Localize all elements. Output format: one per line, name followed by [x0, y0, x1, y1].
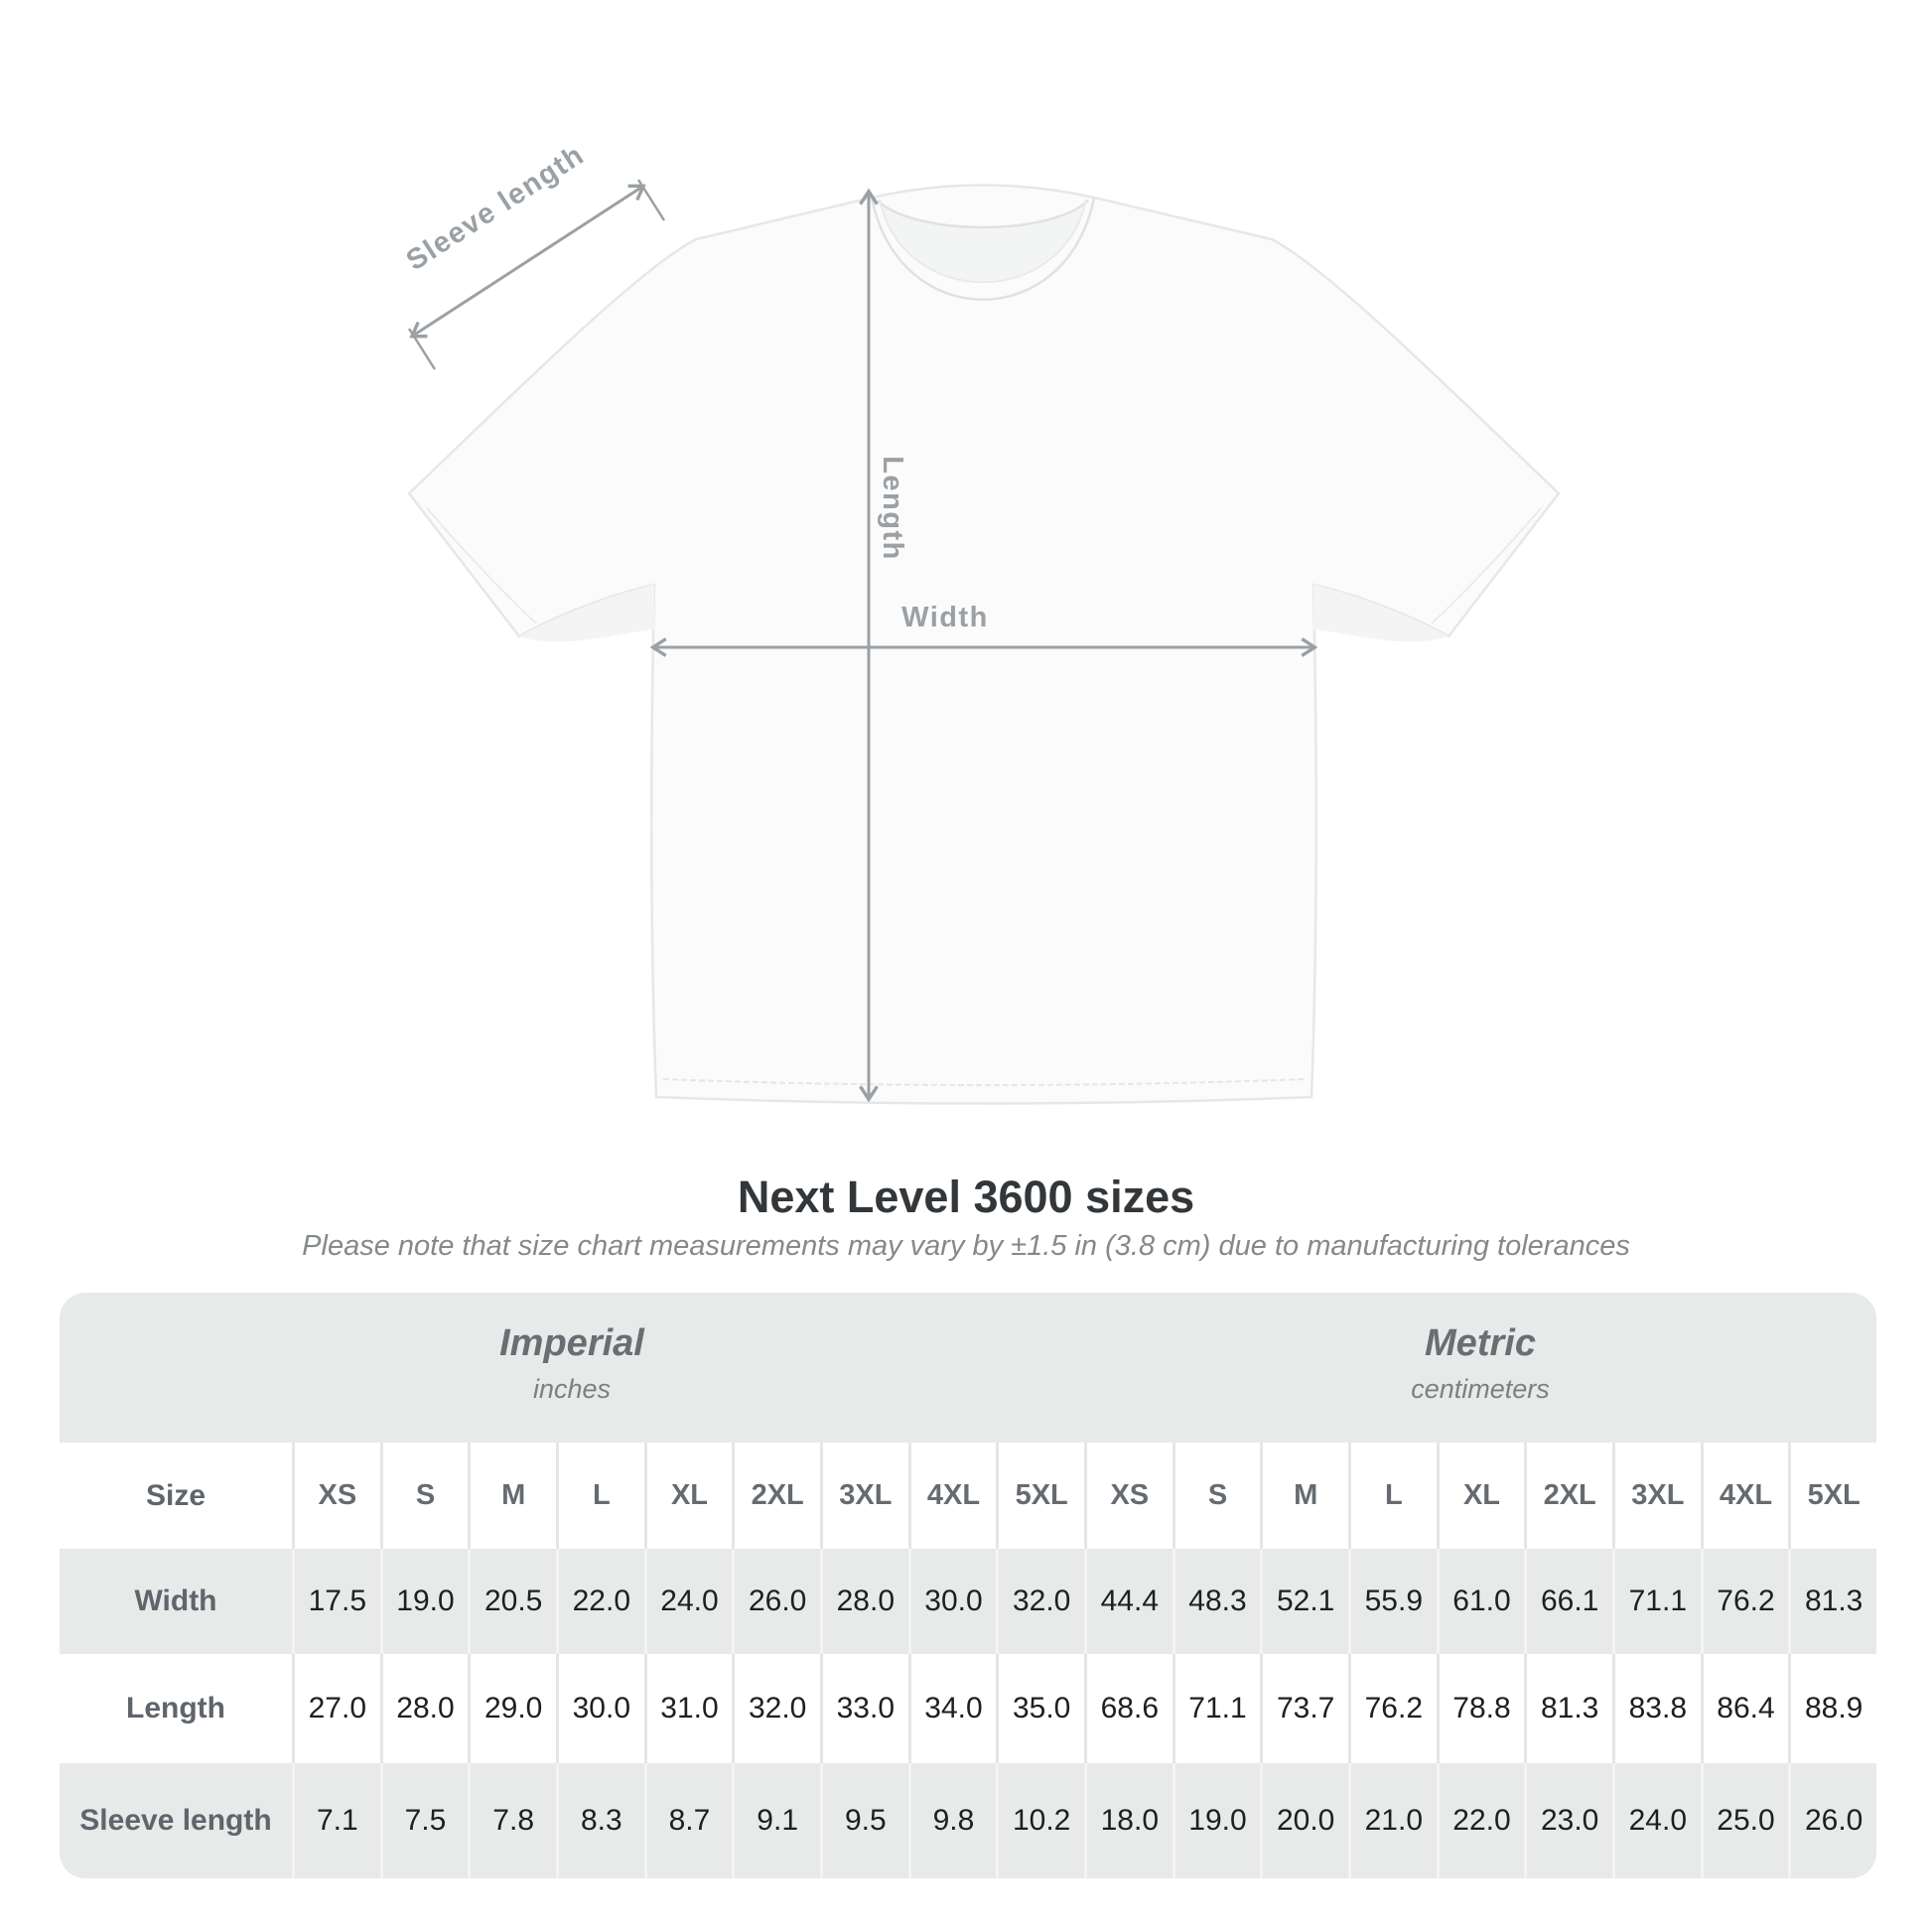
- sleeve-length-row: [60, 1763, 1876, 1878]
- table-cell: 29.0: [468, 1654, 556, 1763]
- size-col-header: S: [1173, 1443, 1261, 1549]
- table-cell: 78.8: [1437, 1654, 1525, 1763]
- table-cell: 24.0: [1612, 1763, 1701, 1878]
- table-cell: 66.1: [1524, 1549, 1612, 1654]
- table-cell: 21.0: [1348, 1763, 1437, 1878]
- table-cell: 71.1: [1173, 1654, 1261, 1763]
- size-col-header: XS: [292, 1443, 380, 1549]
- sleeve-length-label: Sleeve length: [400, 138, 591, 278]
- row-label: Width: [134, 1585, 217, 1617]
- sleeve-arrow-start-tick: [409, 329, 435, 369]
- imperial-group-header: [60, 1289, 1084, 1439]
- table-cell: 73.7: [1260, 1654, 1348, 1763]
- table-cell: 19.0: [380, 1549, 469, 1654]
- table-cell: 86.4: [1701, 1654, 1789, 1763]
- size-col-header: 3XL: [820, 1443, 908, 1549]
- table-cell: 68.6: [1084, 1654, 1173, 1763]
- table-cell: 9.5: [820, 1763, 908, 1878]
- table-cell: 25.0: [1701, 1763, 1789, 1878]
- metric-label: Metric: [1425, 1322, 1536, 1364]
- size-col-header: 2XL: [732, 1443, 820, 1549]
- size-col-header: S: [380, 1443, 469, 1549]
- unit-group-band: [60, 1293, 1876, 1443]
- tolerance-note: Please note that size chart measurements may vary by ±1.5 in (3.8 cm) due to manufacturing tolerances: [302, 1230, 1630, 1262]
- imperial-unit-label: inches: [532, 1374, 612, 1404]
- table-cell: 31.0: [644, 1654, 733, 1763]
- table-cell: 23.0: [1524, 1763, 1612, 1878]
- metric-unit-label: centimeters: [1411, 1374, 1550, 1404]
- table-cell: 9.8: [908, 1763, 997, 1878]
- table-cell: 19.0: [1173, 1763, 1261, 1878]
- table-cell: 28.0: [380, 1654, 469, 1763]
- table-cell: 32.0: [996, 1549, 1084, 1654]
- table-cell: 22.0: [1437, 1763, 1525, 1878]
- table-cell: 8.7: [644, 1763, 733, 1878]
- size-chart-table: [60, 1293, 1876, 1878]
- size-header-row: [60, 1443, 1876, 1549]
- table-cell: 76.2: [1348, 1654, 1437, 1763]
- length-row: [60, 1654, 1876, 1763]
- size-col-header: XL: [1437, 1443, 1525, 1549]
- table-cell: 52.1: [1260, 1549, 1348, 1654]
- table-cell: 48.3: [1173, 1549, 1261, 1654]
- size-col-header: L: [556, 1443, 644, 1549]
- table-cell: 24.0: [644, 1549, 733, 1654]
- table-cell: 30.0: [556, 1654, 644, 1763]
- table-cell: 55.9: [1348, 1549, 1437, 1654]
- table-cell: 81.3: [1524, 1654, 1612, 1763]
- table-cell: 30.0: [908, 1549, 997, 1654]
- size-col-header: 4XL: [908, 1443, 997, 1549]
- table-cell: 26.0: [732, 1549, 820, 1654]
- corner-cell: Size: [145, 1478, 207, 1512]
- table-cell: 22.0: [556, 1549, 644, 1654]
- table-cell: 81.3: [1788, 1549, 1876, 1654]
- table-cell: 76.2: [1701, 1549, 1789, 1654]
- table-cell: 9.1: [732, 1763, 820, 1878]
- table-cell: 32.0: [732, 1654, 820, 1763]
- table-cell: 20.0: [1260, 1763, 1348, 1878]
- table-cell: 71.1: [1612, 1549, 1701, 1654]
- size-col-header: M: [468, 1443, 556, 1549]
- imperial-label: Imperial: [499, 1322, 644, 1364]
- table-cell: 35.0: [996, 1654, 1084, 1763]
- table-cell: 33.0: [820, 1654, 908, 1763]
- size-col-header: L: [1348, 1443, 1437, 1549]
- table-cell: 7.8: [468, 1763, 556, 1878]
- row-label: Length: [126, 1692, 225, 1725]
- size-col-header: M: [1260, 1443, 1348, 1549]
- table-cell: 10.2: [996, 1763, 1084, 1878]
- table-cell: 18.0: [1084, 1763, 1173, 1878]
- table-cell: 8.3: [556, 1763, 644, 1878]
- table-cell: 7.1: [292, 1763, 380, 1878]
- table-cell: 27.0: [292, 1654, 380, 1763]
- size-col-header: 2XL: [1524, 1443, 1612, 1549]
- size-col-header: 5XL: [1788, 1443, 1876, 1549]
- table-cell: 88.9: [1788, 1654, 1876, 1763]
- table-cell: 34.0: [908, 1654, 997, 1763]
- table-cell: 28.0: [820, 1549, 908, 1654]
- table-cell: 44.4: [1084, 1549, 1173, 1654]
- table-cell: 61.0: [1437, 1549, 1525, 1654]
- table-cell: 20.5: [468, 1549, 556, 1654]
- metric-group-header: [1084, 1289, 1876, 1439]
- page-title: Next Level 3600 sizes: [737, 1172, 1195, 1222]
- sleeve-arrow-end-tick: [638, 180, 664, 220]
- tshirt-illustration: [409, 186, 1559, 1104]
- table-cell: 26.0: [1788, 1763, 1876, 1878]
- size-col-header: XL: [644, 1443, 733, 1549]
- size-col-header: 3XL: [1612, 1443, 1701, 1549]
- size-col-header: 5XL: [996, 1443, 1084, 1549]
- table-cell: 7.5: [380, 1763, 469, 1878]
- size-col-header: 4XL: [1701, 1443, 1789, 1549]
- width-row: [60, 1549, 1876, 1654]
- table-cell: 17.5: [292, 1549, 380, 1654]
- row-label: Sleeve length: [79, 1804, 272, 1837]
- width-label: Width: [901, 602, 989, 633]
- length-label: Length: [877, 456, 908, 561]
- size-col-header: XS: [1084, 1443, 1173, 1549]
- table-cell: 83.8: [1612, 1654, 1701, 1763]
